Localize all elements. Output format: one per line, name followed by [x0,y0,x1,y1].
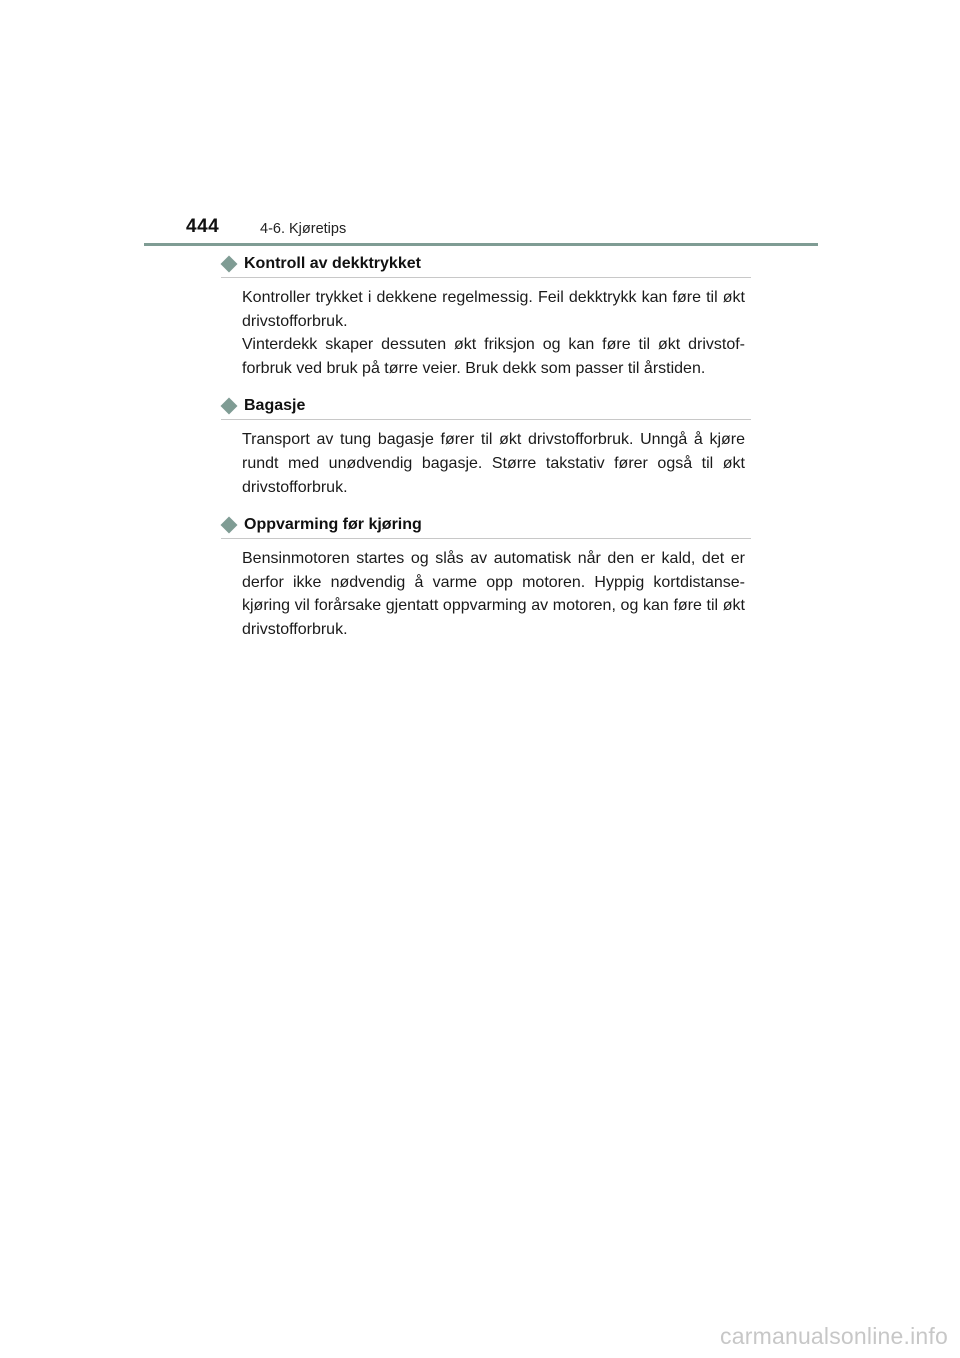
diamond-bullet-icon [221,256,238,273]
page-content [221,252,751,656]
section-heading-text: Kontroll av dekktrykket [244,255,421,272]
section-heading [221,252,751,278]
section-heading-text: Oppvarming før kjøring [244,516,422,534]
section-heading [221,394,751,420]
section-warm-up [221,513,751,641]
page-number: 444 [186,216,220,237]
section-heading-text: Bagasje [244,397,306,415]
body-paragraph: Vinterdekk skaper dessuten økt friksjon og kan føre til økt drivstof-forbruk ved bruk på tørre veier. Bruk dekk som passer til årstiden. [242,336,745,377]
body-paragraph: Kontroller trykket i dekkene regelmessig. Feil dekktrykk kan føre til økt drivstofforbruk. [242,289,745,330]
diamond-bullet-icon [221,398,238,415]
section-label: 4-6. Kjøretips [260,221,347,237]
header-divider [144,243,818,246]
section-luggage [221,394,751,499]
section-heading [221,513,751,539]
section-tire-pressure [221,252,751,380]
body-paragraph: Bensinmotoren startes og slås av automatisk når den er kald, det er derfor ikke nødvendig å varme opp motoren. Hyppig kortdistanse-kjøring vil forårsake gjentatt oppvarming av motoren, og kan føre til økt drivstofforbruk. [242,550,745,638]
watermark: carmanualsonline.info [720,1323,948,1349]
diamond-bullet-icon [221,517,238,534]
body-paragraph: Transport av tung bagasje fører til økt drivstofforbruk. Unngå å kjøre rundt med unødvendig bagasje. Større takstativ fører også til økt drivstofforbruk. [242,431,745,496]
page-header [0,0,960,260]
